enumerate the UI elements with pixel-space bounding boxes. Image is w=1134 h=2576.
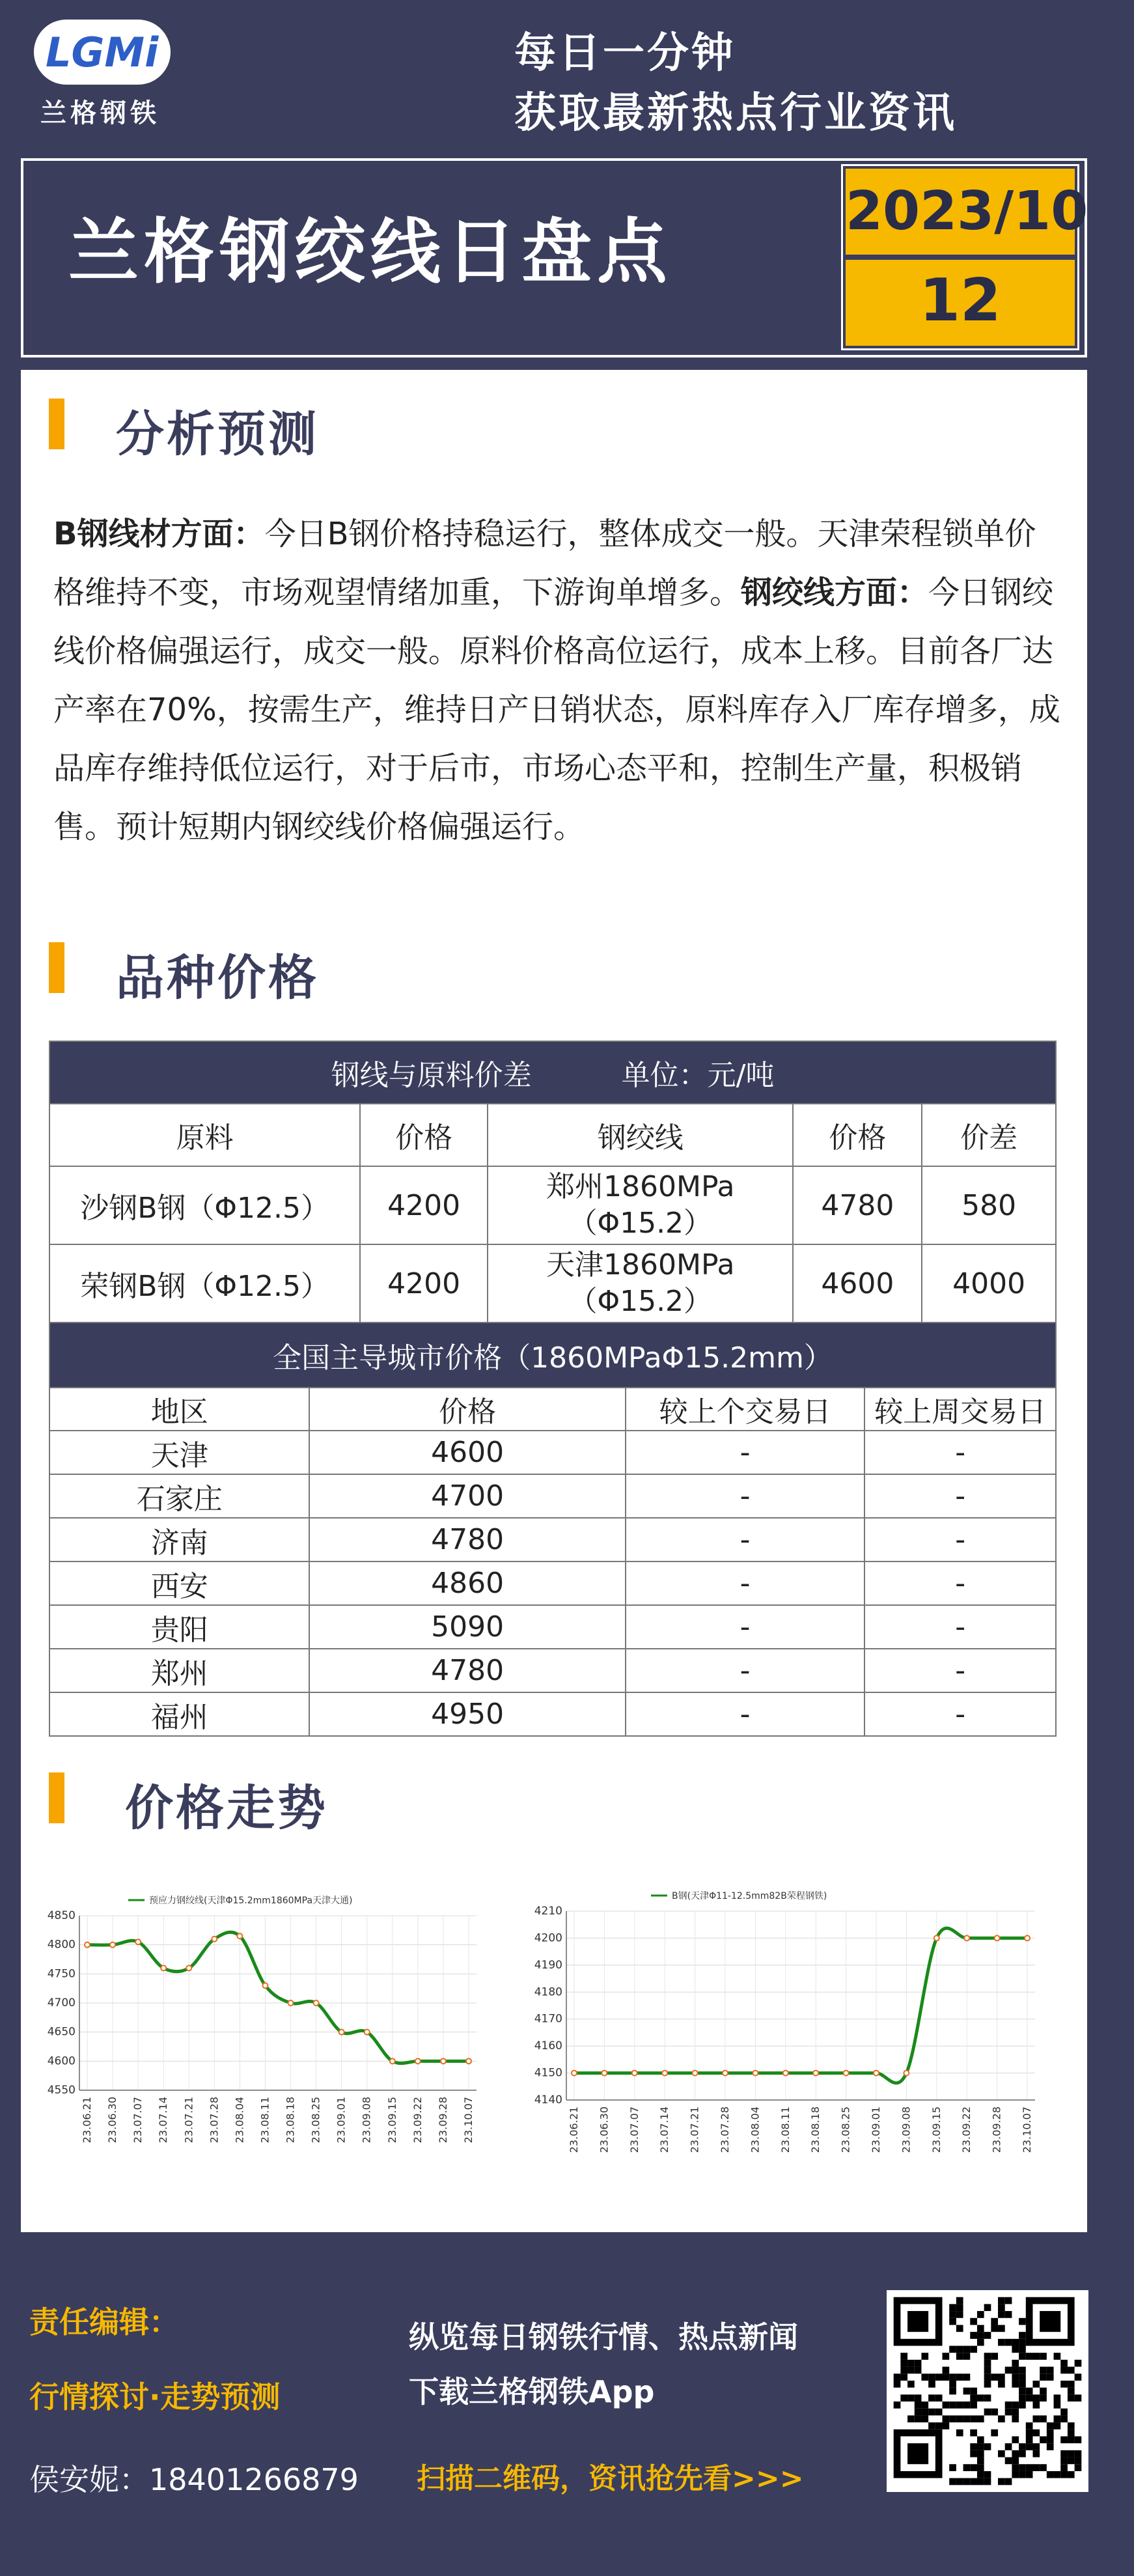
city-table-title: 全国主导城市价格（1860MPaΦ15.2mm）: [49, 1323, 1056, 1388]
column-header: 较上周交易日: [864, 1388, 1056, 1431]
table-cell: -: [626, 1518, 865, 1561]
table-cell: 4200: [360, 1244, 488, 1323]
legend-label: 预应力钢绞线(天津Φ15.2mm1860MPa天津大通): [149, 1896, 353, 1906]
table-row: [49, 1431, 1056, 1474]
editor-label: 责任编辑：: [29, 2304, 179, 2340]
city-price-table: [49, 1322, 1057, 1737]
data-point: [1025, 1935, 1030, 1940]
table-cell: -: [864, 1649, 1056, 1692]
data-point: [339, 2030, 344, 2035]
table-row: [49, 1518, 1056, 1561]
x-tick-label: 23.09.08: [900, 2107, 913, 2153]
x-tick-label: 23.07.21: [182, 2097, 195, 2144]
column-header: 价格: [360, 1104, 488, 1166]
table-cell: -: [864, 1474, 1056, 1518]
data-point: [288, 2000, 294, 2006]
data-point: [934, 1935, 939, 1940]
slogan-line1: 每日一分钟: [514, 29, 736, 77]
table-row: [49, 1605, 1056, 1649]
table-cell: -: [864, 1605, 1056, 1649]
table-cell: 福州: [49, 1692, 309, 1736]
column-header: 价格: [793, 1104, 922, 1166]
table-row: [49, 1649, 1056, 1692]
table-cell: 4000: [922, 1244, 1056, 1323]
analysis-paragraph: [53, 505, 1066, 856]
data-point: [753, 2071, 758, 2076]
column-header: 原料: [49, 1104, 360, 1166]
table-cell: -: [626, 1561, 865, 1605]
city-table-header-row: [49, 1388, 1056, 1431]
data-point: [161, 1965, 166, 1970]
x-tick-label: 23.09.08: [360, 2097, 373, 2144]
table-cell: 西安: [49, 1561, 309, 1605]
table-cell: 4600: [793, 1244, 922, 1323]
y-tick-label: 4200: [534, 1931, 562, 1945]
y-tick-label: 4800: [47, 1938, 76, 1952]
table-cell: 4860: [309, 1561, 625, 1605]
page-title: 兰格钢绞线日盘点: [68, 212, 673, 293]
data-point: [237, 1933, 242, 1939]
logo-brand-text: 兰格钢铁: [40, 98, 160, 128]
table-cell: 沙钢B钢（Φ12.5）: [49, 1166, 360, 1244]
x-tick-label: 23.08.18: [284, 2097, 297, 2144]
column-header: 较上个交易日: [626, 1388, 865, 1431]
x-tick-label: 23.07.07: [131, 2097, 145, 2144]
column-header: 价差: [922, 1104, 1056, 1166]
y-tick-label: 4850: [47, 1909, 76, 1922]
section-marker: [49, 399, 64, 449]
table-cell: 580: [922, 1166, 1056, 1244]
y-tick-label: 4210: [534, 1905, 562, 1918]
slogan-line2: 获取最新热点行业资讯: [514, 89, 957, 137]
data-point: [723, 2071, 728, 2076]
data-point: [813, 2071, 818, 2076]
x-tick-label: 23.07.28: [208, 2097, 221, 2144]
data-point: [844, 2071, 849, 2076]
x-tick-label: 23.07.21: [688, 2107, 701, 2153]
table-cell: 4780: [309, 1649, 625, 1692]
table-cell: -: [626, 1692, 865, 1736]
x-tick-label: 23.08.04: [749, 2107, 762, 2153]
x-tick-label: 23.07.07: [628, 2107, 641, 2153]
y-tick-label: 4140: [534, 2093, 562, 2107]
spread-table-header-row: [49, 1104, 1056, 1166]
spread-table: [49, 1041, 1057, 1323]
x-tick-label: 23.06.30: [598, 2107, 611, 2153]
data-point: [572, 2071, 577, 2076]
y-tick-label: 4190: [534, 1958, 562, 1972]
logo-letters: LGMi: [46, 29, 159, 76]
data-point: [415, 2058, 421, 2064]
line-chart-svg: [40, 1869, 483, 2175]
x-tick-label: 23.09.01: [870, 2107, 882, 2153]
chart-legend: [651, 1890, 827, 1901]
x-tick-label: 23.06.21: [568, 2107, 580, 2153]
data-point: [212, 1937, 217, 1942]
editor-contact: 侯安妮：18401266879: [29, 2462, 359, 2497]
column-header: 钢绞线: [488, 1104, 793, 1166]
section-marker: [49, 1772, 64, 1823]
qr-code[interactable]: [887, 2290, 1088, 2492]
line-chart-svg: [521, 1859, 1042, 2185]
logo-badge: [34, 20, 171, 85]
y-tick-label: 4170: [534, 2012, 562, 2026]
data-point: [783, 2071, 788, 2076]
y-tick-label: 4550: [47, 2084, 76, 2097]
data-point: [390, 2058, 395, 2064]
x-tick-label: 23.07.28: [719, 2107, 731, 2153]
analysis-text-b-steel: 今日B钢价格持稳运行，整体成交一般。天津荣程锁单价格维持不变，市场观望情绪加重，下游询单增多。: [53, 516, 1036, 611]
table-cell: 4700: [309, 1474, 625, 1518]
section-title-prices: 品种价格: [116, 950, 319, 1006]
table-row: [49, 1166, 1056, 1244]
x-tick-label: 23.10.07: [462, 2097, 475, 2144]
x-tick-label: 23.07.14: [157, 2097, 170, 2144]
strand-price-chart: [40, 1869, 483, 2175]
table-cell: 4950: [309, 1692, 625, 1736]
table-cell: 天津: [49, 1431, 309, 1474]
analysis-text-strand: 今日钢绞线价格偏强运行，成交一般。原料价格高位运行，成本上移。目前各厂达产率在70%，按需生产，维持日产日销状态，原料库存入厂库存增多，成品库存维持低位运行，对于后市，市场心态平和，控制生产量，积极销售。预计短期内钢绞线价格偏强运行。: [53, 574, 1060, 845]
legend-label: B钢(天津Φ11-12.5mm82B荣程钢铁): [672, 1891, 827, 1901]
data-point: [85, 1942, 90, 1948]
table-cell: -: [626, 1431, 865, 1474]
y-tick-label: 4650: [47, 2025, 76, 2039]
data-point: [904, 2071, 909, 2076]
column-header: 地区: [49, 1388, 309, 1431]
table-cell: 4200: [360, 1166, 488, 1244]
x-tick-label: 23.08.04: [233, 2097, 246, 2144]
x-tick-label: 23.09.28: [436, 2097, 449, 2144]
x-tick-label: 23.08.11: [258, 2097, 271, 2144]
data-point: [874, 2071, 879, 2076]
data-point: [135, 1939, 141, 1944]
table-cell: -: [864, 1692, 1056, 1736]
data-point: [466, 2058, 471, 2064]
table-cell: 天津1860MPa（Φ15.2）: [488, 1244, 793, 1323]
table-cell: 4780: [309, 1518, 625, 1561]
data-point: [632, 2071, 637, 2076]
x-tick-label: 23.08.11: [779, 2107, 792, 2153]
promo-line3: 扫描二维码，资讯抢先看>>>: [417, 2462, 804, 2495]
table-cell: 郑州1860MPa（Φ15.2）: [488, 1166, 793, 1244]
data-point: [314, 2000, 319, 2006]
spread-table-unit: 单位：元/吨: [621, 1059, 775, 1092]
table-cell: -: [626, 1605, 865, 1649]
data-point: [602, 2071, 607, 2076]
x-tick-label: 23.09.28: [990, 2107, 1003, 2153]
spread-table-title-text: 钢线与原料价差: [331, 1059, 532, 1092]
data-point: [110, 1942, 115, 1948]
date-badge: [843, 166, 1088, 348]
table-row: [49, 1561, 1056, 1605]
y-tick-label: 4750: [47, 1967, 76, 1981]
date-year-month: 2023/10: [846, 180, 1088, 242]
x-tick-label: 23.10.07: [1021, 2107, 1033, 2153]
table-cell: 5090: [309, 1605, 625, 1649]
promo-line2: 下载兰格钢铁App: [409, 2374, 655, 2409]
table-row: [49, 1244, 1056, 1323]
promo-line1: 纵览每日钢铁行情、热点新闻: [409, 2319, 798, 2355]
table-cell: 4600: [309, 1431, 625, 1474]
date-day: 12: [919, 266, 1001, 335]
column-header: 价格: [309, 1388, 625, 1431]
table-cell: -: [626, 1474, 865, 1518]
data-point: [995, 1935, 1000, 1940]
table-cell: 4780: [793, 1166, 922, 1244]
data-point: [441, 2058, 446, 2064]
tagline: 行情探讨·走势预测: [29, 2379, 281, 2415]
data-point: [365, 2030, 370, 2035]
y-tick-label: 4600: [47, 2054, 76, 2068]
series-line: [574, 1928, 1027, 2083]
spread-table-title: [49, 1041, 1056, 1104]
data-point: [693, 2071, 698, 2076]
x-tick-label: 23.09.22: [411, 2097, 424, 2144]
x-tick-label: 23.08.25: [309, 2097, 322, 2144]
data-point: [662, 2071, 667, 2076]
analysis-label-strand: 钢绞线方面：: [741, 574, 929, 611]
table-cell: -: [864, 1561, 1056, 1605]
section-title-trend: 价格走势: [125, 1780, 328, 1836]
table-row: [49, 1474, 1056, 1518]
b-steel-price-chart: [521, 1859, 1042, 2185]
data-point: [262, 1983, 268, 1988]
table-row: [49, 1692, 1056, 1736]
date-divider: [846, 255, 1075, 260]
analysis-label-b-steel: B钢线材方面：: [53, 516, 265, 552]
table-cell: -: [626, 1649, 865, 1692]
table-cell: 荣钢B钢（Φ12.5）: [49, 1244, 360, 1323]
series-line: [87, 1932, 469, 2063]
table-cell: -: [864, 1431, 1056, 1474]
x-tick-label: 23.08.25: [839, 2107, 852, 2153]
x-tick-label: 23.06.30: [106, 2097, 119, 2144]
x-tick-label: 23.09.15: [385, 2097, 398, 2144]
x-tick-label: 23.07.14: [658, 2107, 671, 2153]
x-tick-label: 23.09.22: [960, 2107, 973, 2153]
data-point: [964, 1935, 969, 1940]
table-cell: -: [864, 1518, 1056, 1561]
lgmi-logo: [34, 20, 171, 130]
x-tick-label: 23.09.01: [335, 2097, 348, 2144]
x-tick-label: 23.06.21: [81, 2097, 93, 2144]
table-cell: 贵阳: [49, 1605, 309, 1649]
x-tick-label: 23.08.18: [809, 2107, 822, 2153]
y-tick-label: 4160: [534, 2039, 562, 2053]
section-marker: [49, 942, 64, 993]
y-tick-label: 4700: [47, 1996, 76, 2009]
table-cell: 济南: [49, 1518, 309, 1561]
data-point: [186, 1965, 191, 1970]
y-tick-label: 4180: [534, 1985, 562, 1999]
chart-legend: [128, 1895, 353, 1906]
y-tick-label: 4150: [534, 2066, 562, 2080]
table-cell: 石家庄: [49, 1474, 309, 1518]
table-cell: 郑州: [49, 1649, 309, 1692]
section-title-analysis: 分析预测: [116, 406, 319, 462]
x-tick-label: 23.09.15: [930, 2107, 943, 2153]
